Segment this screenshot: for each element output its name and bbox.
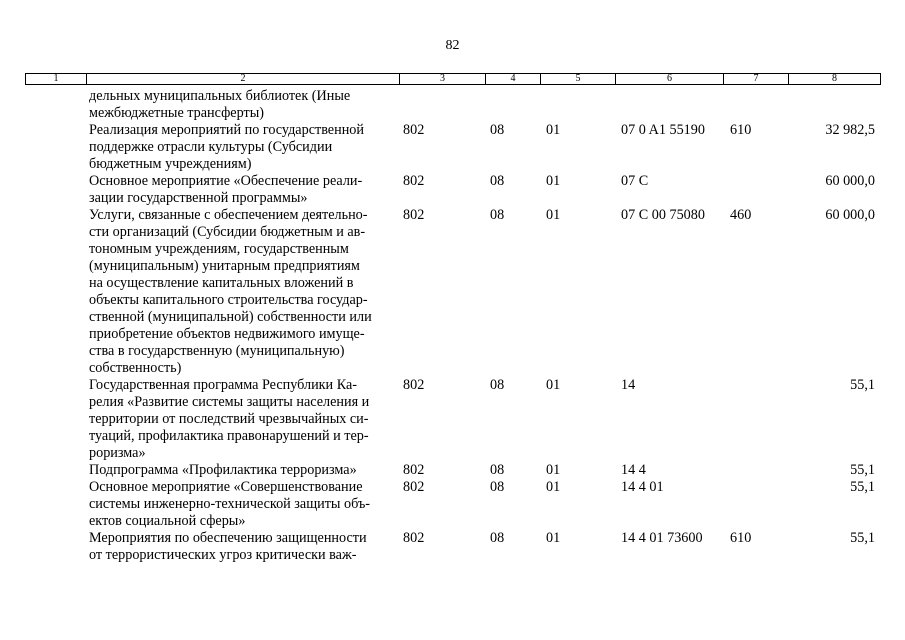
description-line: зации государственной программы» [89, 190, 308, 206]
column-number-7: 7 [724, 74, 789, 85]
amount: 60 000,0 [825, 173, 875, 189]
description-line: дельных муниципальных библиотек (Иные [89, 88, 351, 104]
amount: 32 982,5 [825, 122, 875, 138]
description-line: Услуги, связанные с обеспечением деятельно- [89, 207, 368, 223]
budget-table-body [0, 88, 905, 564]
column-number-8: 8 [789, 74, 881, 85]
description-line: ства в государственную (муниципальную) [89, 343, 345, 359]
row-description [89, 173, 394, 207]
table-row [0, 122, 905, 173]
row-description [89, 479, 394, 530]
subsection-code: 01 [546, 377, 561, 393]
description-line: туаций, профилактика правонарушений и тер- [89, 428, 369, 444]
row-description [89, 122, 394, 173]
subsection-code: 01 [546, 207, 561, 223]
table-row [0, 462, 905, 479]
subsection-code: 01 [546, 530, 561, 546]
table-row [0, 530, 905, 564]
description-line: сти организаций (Субсидии бюджетным и ав- [89, 224, 366, 240]
description-line: Основное мероприятие «Совершенствование [89, 479, 363, 495]
description-line: (муниципальным) унитарным предприятиям [89, 258, 360, 274]
table-row [0, 479, 905, 530]
column-number-1: 1 [26, 74, 87, 85]
description-line: приобретение объектов недвижимого имуще- [89, 326, 365, 342]
section-code: 08 [490, 530, 505, 546]
amount: 60 000,0 [825, 207, 875, 223]
admin-code: 802 [403, 530, 425, 546]
target-article-code: 14 4 01 73600 [621, 530, 703, 546]
description-line: территории от последствий чрезвычайных си- [89, 411, 369, 427]
description-line: тономным учреждениям, государственным [89, 241, 349, 257]
column-number-2: 2 [87, 74, 400, 85]
description-line: Подпрограмма «Профилактика терроризма» [89, 462, 357, 478]
expense-type-code: 610 [730, 530, 752, 546]
description-line: бюджетным учреждениям) [89, 156, 252, 172]
section-code: 08 [490, 122, 505, 138]
admin-code: 802 [403, 122, 425, 138]
row-description [89, 207, 394, 377]
description-line: от террористических угроз критически важ- [89, 547, 357, 563]
admin-code: 802 [403, 173, 425, 189]
description-line: роризма» [89, 445, 146, 461]
amount: 55,1 [850, 377, 875, 393]
amount: 55,1 [850, 530, 875, 546]
admin-code: 802 [403, 207, 425, 223]
description-line: межбюджетные трансферты) [89, 105, 264, 121]
expense-type-code: 460 [730, 207, 752, 223]
subsection-code: 01 [546, 462, 561, 478]
description-line: ектов социальной сферы» [89, 513, 246, 529]
subsection-code: 01 [546, 479, 561, 495]
table-row [0, 173, 905, 207]
description-line: релия «Развитие системы защиты населения и [89, 394, 370, 410]
column-number-4: 4 [486, 74, 541, 85]
description-line: собственность) [89, 360, 182, 376]
admin-code: 802 [403, 462, 425, 478]
column-number-3: 3 [400, 74, 486, 85]
section-code: 08 [490, 479, 505, 495]
target-article-code: 14 4 01 [621, 479, 664, 495]
page-number: 82 [445, 38, 460, 53]
section-code: 08 [490, 462, 505, 478]
amount: 55,1 [850, 462, 875, 478]
expense-type-code: 610 [730, 122, 752, 138]
column-number-5: 5 [541, 74, 616, 85]
description-line: ственной (муниципальной) собственности или [89, 309, 372, 325]
target-article-code: 07 С 00 75080 [621, 207, 705, 223]
row-description [89, 377, 394, 462]
description-line: Мероприятия по обеспечению защищенности [89, 530, 367, 546]
column-number-header [25, 73, 881, 85]
description-line: поддержке отрасли культуры (Субсидии [89, 139, 333, 155]
description-line: Реализация мероприятий по государственной [89, 122, 364, 138]
description-line: на осуществление капитальных вложений в [89, 275, 354, 291]
target-article-code: 14 [621, 377, 636, 393]
table-row [0, 377, 905, 462]
section-code: 08 [490, 207, 505, 223]
description-line: объекты капитального строительства государ- [89, 292, 368, 308]
target-article-code: 07 0 A1 55190 [621, 122, 705, 138]
amount: 55,1 [850, 479, 875, 495]
table-row [0, 207, 905, 377]
column-number-6: 6 [616, 74, 724, 85]
target-article-code: 07 С [621, 173, 649, 189]
description-line: Государственная программа Республики Ка- [89, 377, 357, 393]
description-line: Основное мероприятие «Обеспечение реали- [89, 173, 363, 189]
subsection-code: 01 [546, 122, 561, 138]
table-row [0, 88, 905, 122]
admin-code: 802 [403, 377, 425, 393]
row-description [89, 462, 394, 479]
admin-code: 802 [403, 479, 425, 495]
row-description [89, 88, 394, 122]
description-line: системы инженерно-технической защиты объ- [89, 496, 371, 512]
row-description [89, 530, 394, 564]
subsection-code: 01 [546, 173, 561, 189]
section-code: 08 [490, 173, 505, 189]
section-code: 08 [490, 377, 505, 393]
target-article-code: 14 4 [621, 462, 646, 478]
